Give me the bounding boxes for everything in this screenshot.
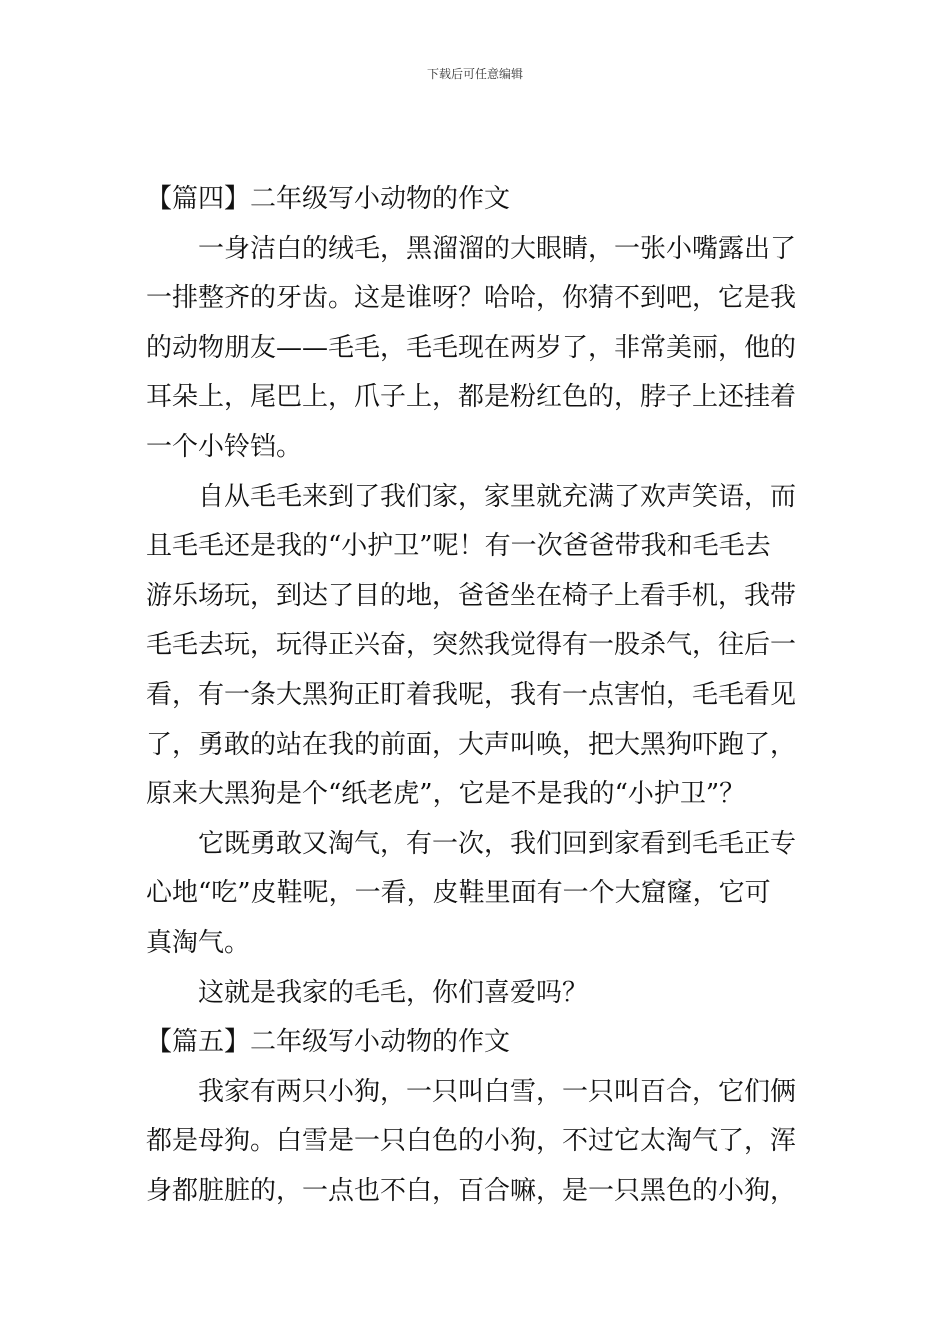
text-line: 它既勇敢又淘气，有一次，我们回到家看到毛毛正专 <box>198 828 797 859</box>
text-line: 一身洁白的绒毛，黑溜溜的大眼睛，一张小嘴露出了 <box>198 233 797 264</box>
text-line: 一排整齐的牙齿。这是谁呀？哈哈，你猜不到吧，它是我 <box>146 283 797 314</box>
text-line: 的动物朋友——毛毛，毛毛现在两岁了，非常美丽，他的 <box>146 332 797 363</box>
text-line: 一个小铃铛。 <box>146 431 303 462</box>
text-line: 心地“吃”皮鞋呢，一看，皮鞋里面有一个大窟窿，它可 <box>146 878 771 909</box>
text-line: 且毛毛还是我的“小护卫”呢！有一次爸爸带我和毛毛去 <box>146 531 771 562</box>
text-line: 身都脏脏的，一点也不白，百合嘛，是一只黑色的小狗， <box>146 1175 797 1206</box>
page-header <box>0 66 950 82</box>
text-line: 我家有两只小狗，一只叫白雪，一只叫百合，它们俩 <box>198 1076 797 1107</box>
text-line: 原来大黑狗是个“纸老虎”，它是不是我的“小护卫”？ <box>146 779 746 810</box>
section-heading: 【篇四】二年级写小动物的作文 <box>146 184 511 214</box>
section-heading: 【篇五】二年级写小动物的作文 <box>146 1027 511 1058</box>
text-line: 毛毛去玩，玩得正兴奋，突然我觉得有一股杀气，往后一 <box>146 630 797 661</box>
text-line: 真淘气。 <box>146 927 251 958</box>
text-line: 这就是我家的毛毛，你们喜爱吗？ <box>198 977 589 1008</box>
text-line: 耳朵上，尾巴上，爪子上，都是粉红色的，脖子上还挂着 <box>146 382 797 413</box>
text-line: 都是母狗。白雪是一只白色的小狗，不过它太淘气了，浑 <box>146 1126 797 1157</box>
article-body <box>146 175 808 1216</box>
text-line: 看，有一条大黑狗正盯着我呢，我有一点害怕，毛毛看见 <box>146 679 797 710</box>
text-line: 游乐场玩，到达了目的地，爸爸坐在椅子上看手机，我带 <box>146 580 797 611</box>
header-text: 下载后可任意编辑 <box>426 67 523 81</box>
text-line: 了，勇敢的站在我的前面，大声叫唤，把大黑狗吓跑了， <box>146 729 797 760</box>
text-line: 自从毛毛来到了我们家，家里就充满了欢声笑语，而 <box>198 481 797 512</box>
